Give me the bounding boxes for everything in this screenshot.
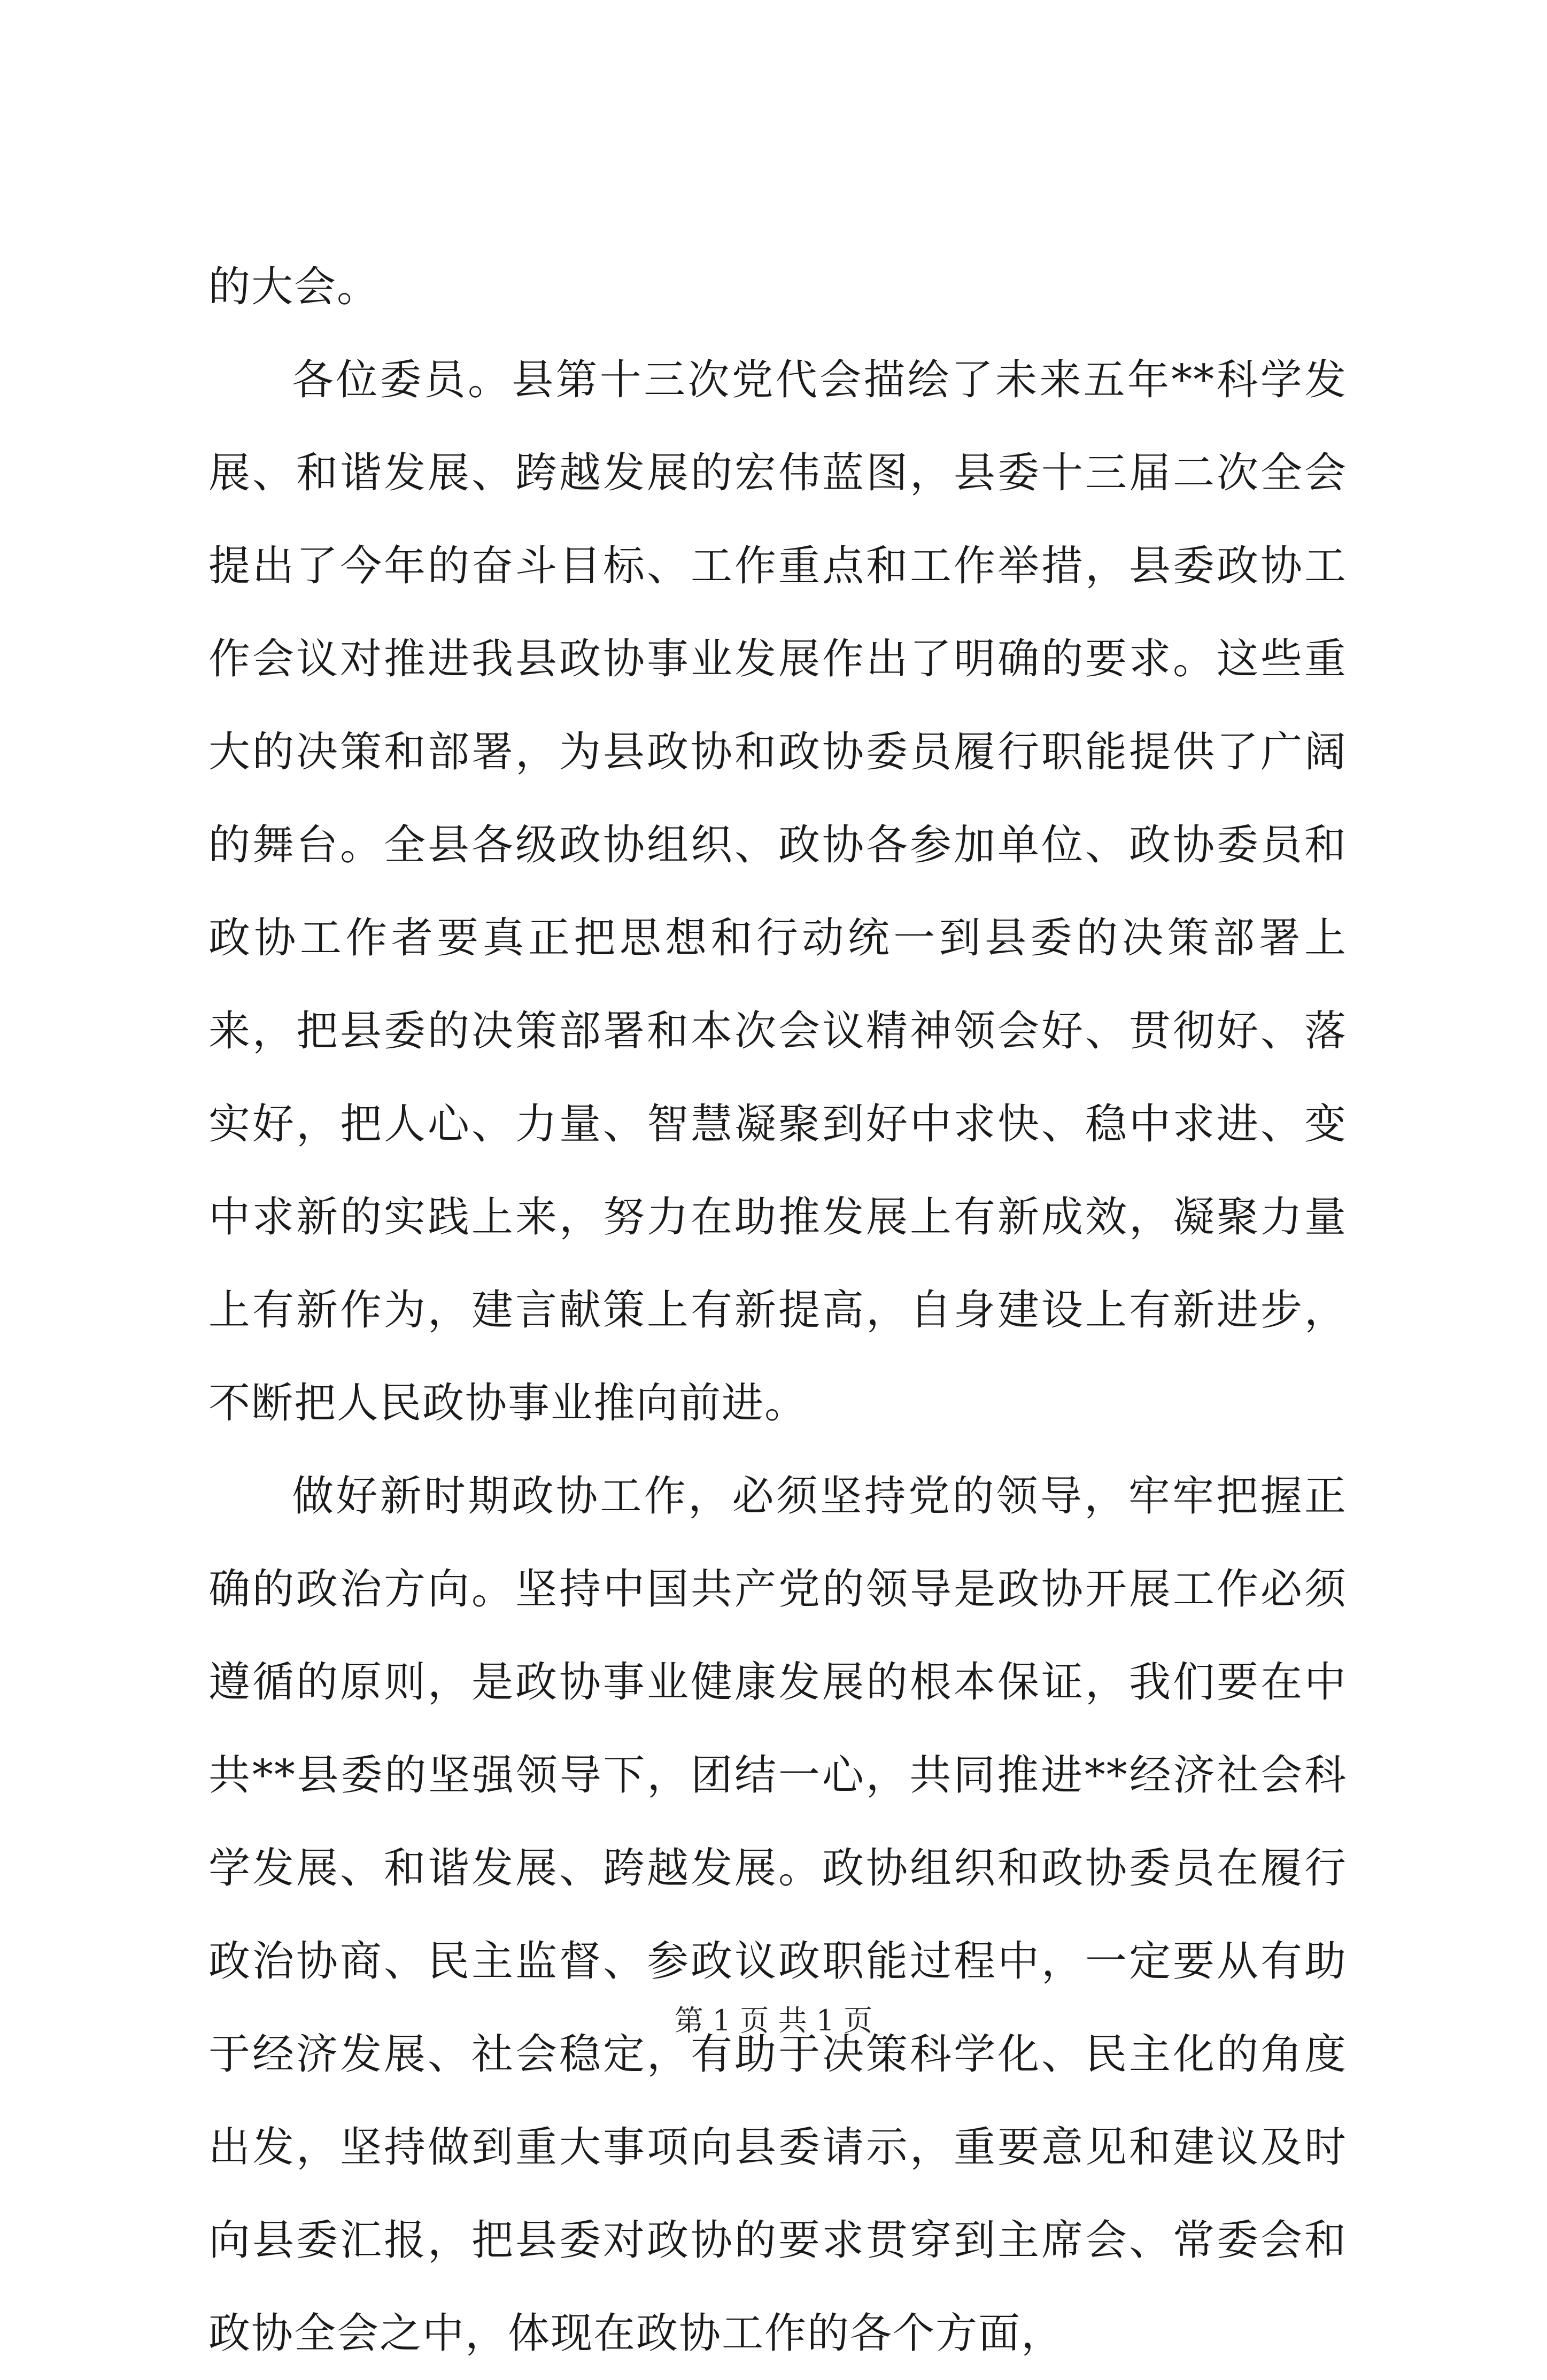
paragraph-1: 的大会。 xyxy=(208,263,380,311)
page-footer: 第 1 页 共 1 页 xyxy=(674,2004,873,2037)
document-body xyxy=(208,241,1347,2380)
paragraph-3: 做好新时期政协工作，必须坚持党的领导，牢牢把握正确的政治方向。坚持中国共产党的领导是政协开展工作必须遵循的原则，是政协事业健康发展的根本保证，我们要在中共**县委的坚强领导下，团结一心，共同推进**经济社会科学发展、和谐发展、跨越发展。政协组织和政协委员在履行政治协商、民主监督、参政议政职能过程中，一定要从有助于经济发展、社会稳定，有助于决策科学化、民主化的角度出发，坚持做到重大事项向县委请示，重要意见和建议及时向县委汇报，把县委对政协的要求贯穿到主席会、常委会和政协全会之中，体现在政协工作的各个方面， xyxy=(208,1472,1347,2358)
paragraph-2: 各位委员。县第十三次党代会描绘了未来五年**科学发展、和谐发展、跨越发展的宏伟蓝图，县委十三届二次全会提出了今年的奋斗目标、工作重点和工作举措，县委政协工作会议对推进我县政协事业发展作出了明确的要求。这些重大的决策和部署，为县政协和政协委员履行职能提供了广阔的舞台。全县各级政协组织、政协各参加单位、政协委员和政协工作者要真正把思想和行动统一到县委的决策部署上来，把县委的决策部署和本次会议精神领会好、贯彻好、落实好，把人心、力量、智慧凝聚到好中求快、稳中求进、变中求新的实践上来，努力在助推发展上有新成效，凝聚力量上有新作为，建言献策上有新提高，自身建设上有新进步，不断把人民政协事业推向前进。 xyxy=(208,356,1347,1427)
